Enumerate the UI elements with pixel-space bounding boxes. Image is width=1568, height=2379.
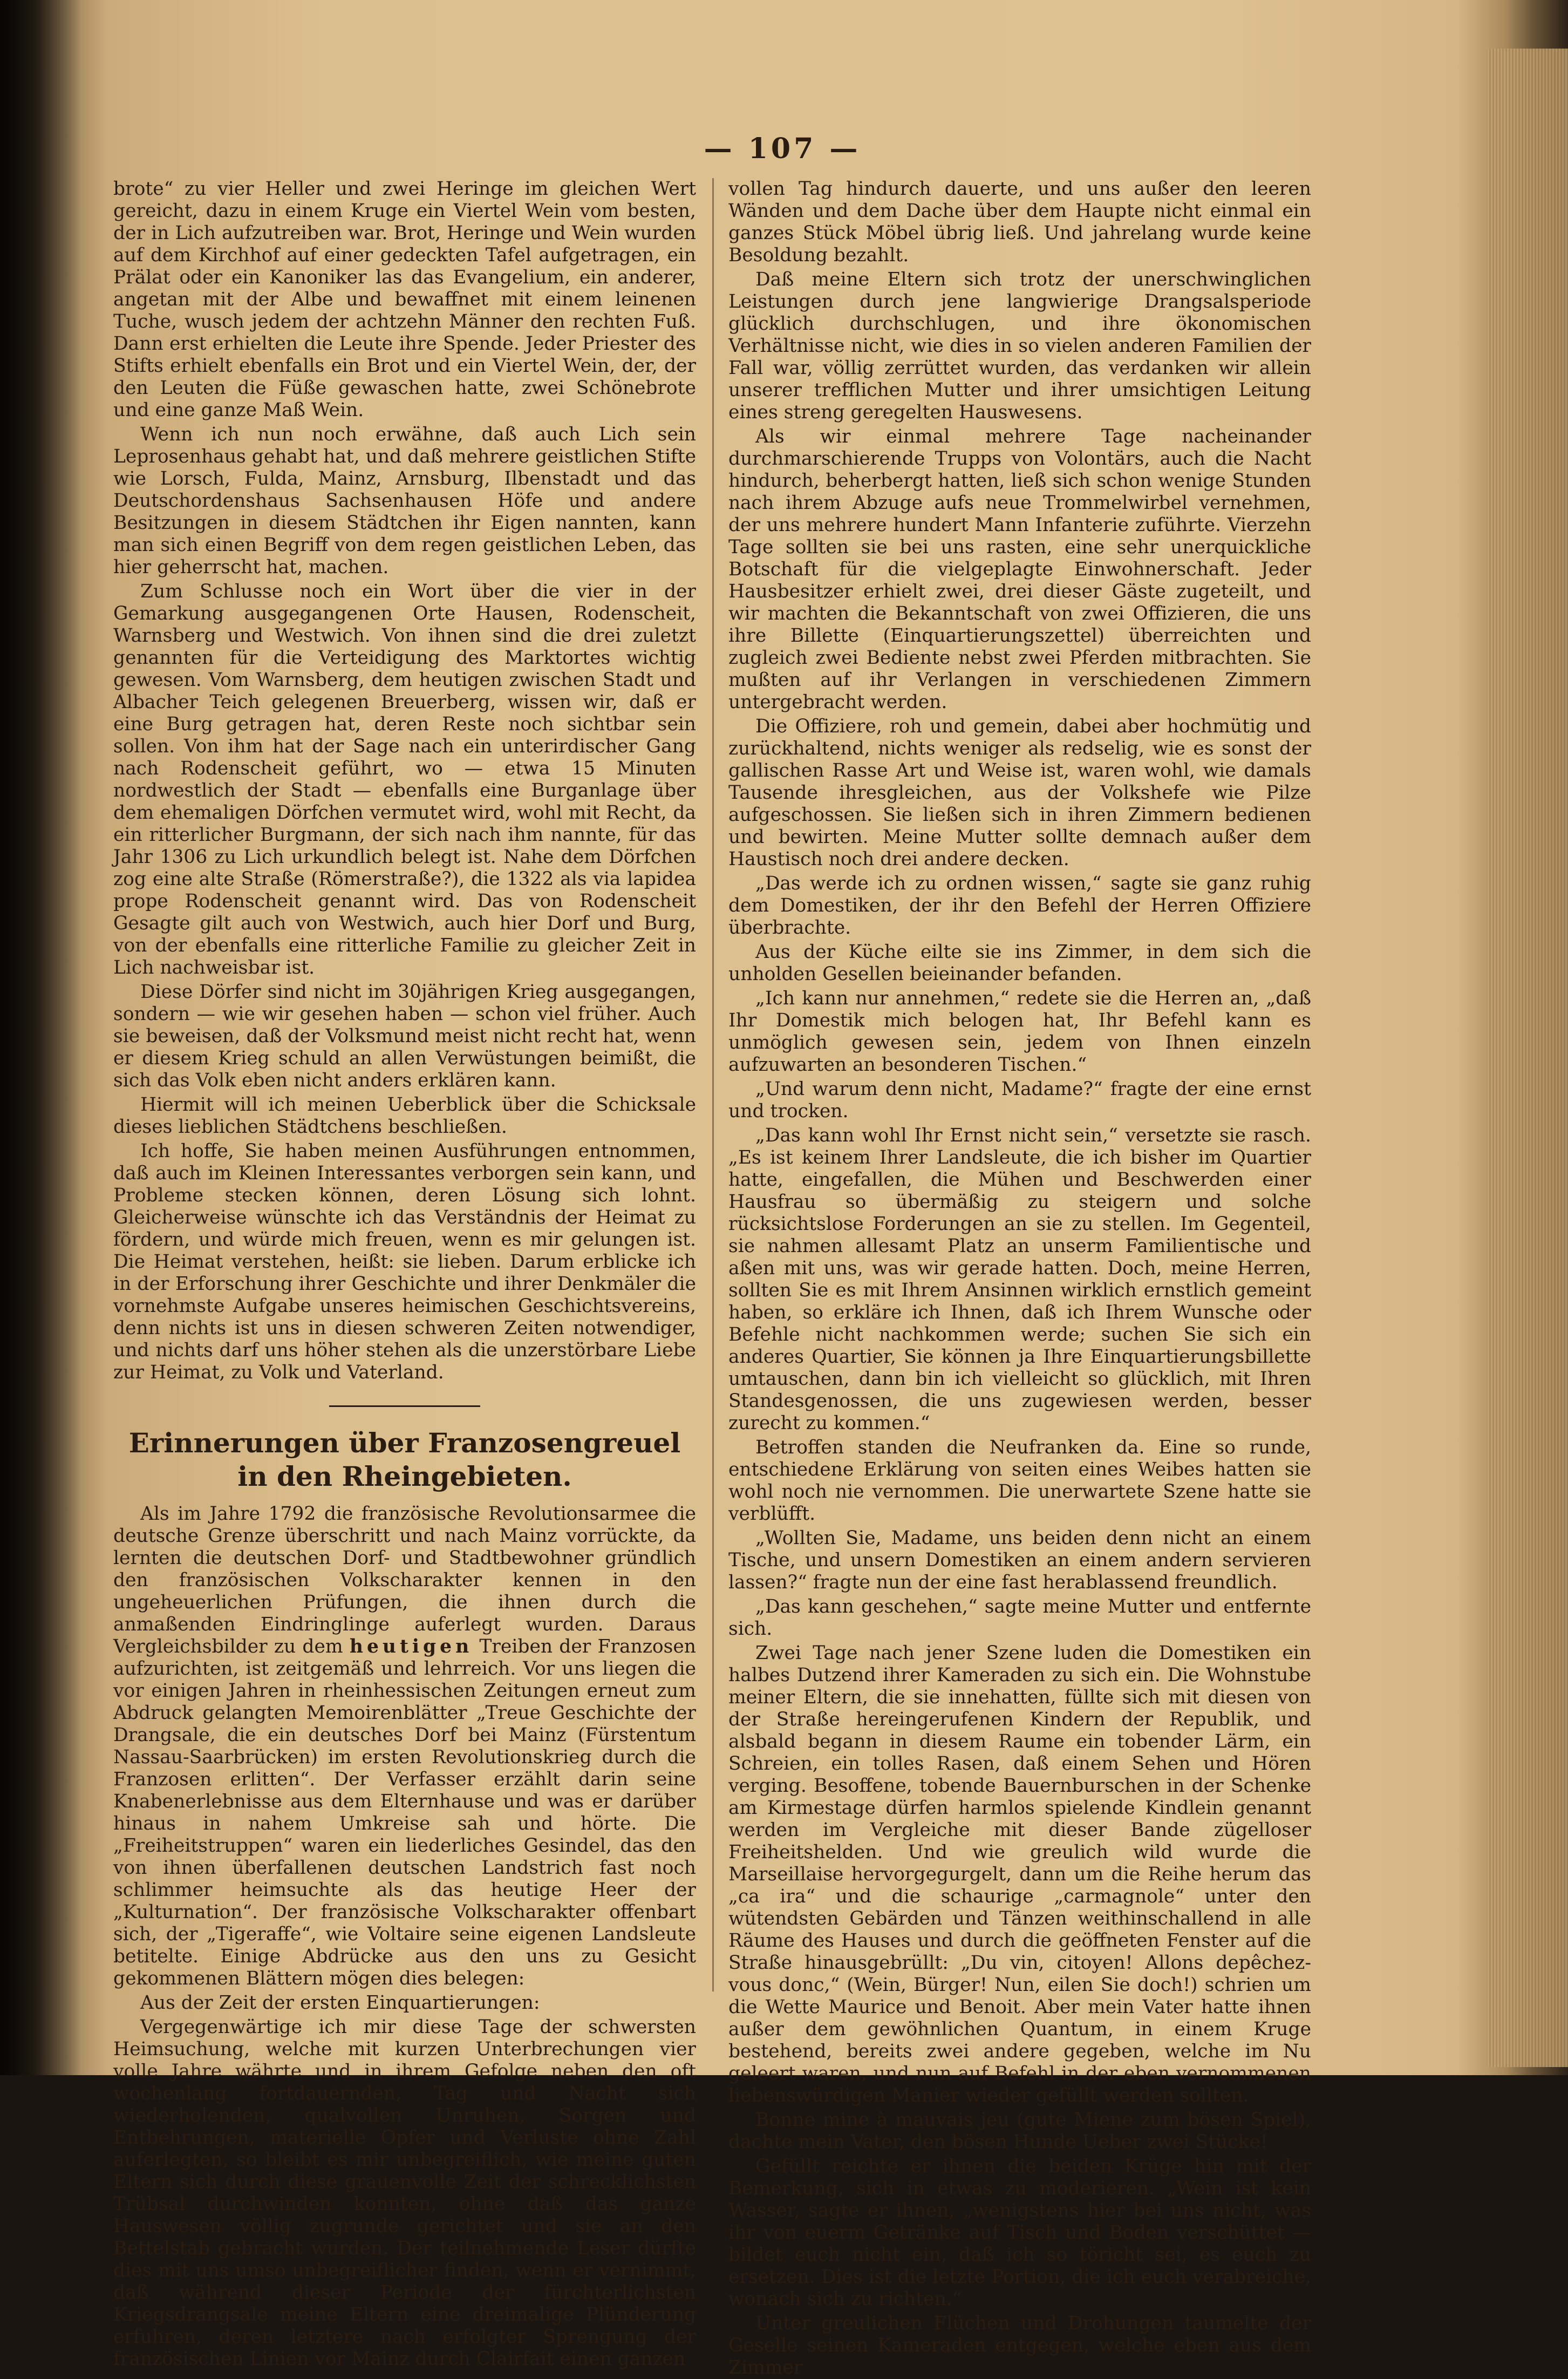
paragraph: „Und warum denn nicht, Madame?“ fragte der eine ernst und trocken. xyxy=(728,1078,1311,1122)
article-text: Als im Jahre 1792 die französische Revolutionsarmee die deutsche Grenze überschritt und nach Mainz vorrückte, da lernten die deutschen Dorf- und Stadtbewohner gründlich den französischen Volkscharakter kennen in den ungeheuerlichen Prüfungen, die ihnen durch die anmaßenden Eindringlinge auferlegt wurden. Daraus Vergleichsbilder zu dem xyxy=(113,1503,696,1657)
paragraph: „Ich kann nur annehmen,“ redete sie die Herren an, „daß Ihr Domestik mich belogen hat, Ihr Befehl kann es unmöglich gewesen sein, jedem von Ihnen einzeln aufzuwarten an besonderen Tischen.“ xyxy=(728,988,1311,1076)
article-subheading: Aus der Zeit der ersten Einquartierungen: xyxy=(140,1992,540,2014)
book-page xyxy=(81,81,1505,2378)
article-paragraph: Vergegenwärtige ich mir diese Tage der schwersten Heimsuchung, welche mit kurzen Unterbrechungen vier volle Jahre währte und in ihrem Gefolge neben den oft wochenlang fortdauernden, Tag und Nacht sich wiederholenden, qualvollen Unruhen, Sorgen und Entbehrungen, materielle Opfer und Verluste ohne Zahl auferlegten, so bleibt es mir unbegreiflich, wie meine guten Eltern sich durch diese grauenvolle Zeit der schrecklichsten Trübsal durchwinden konnten, ohne daß das ganze Hauswesen völlig zugrunde gerichtet und sie an den Bettelstab gebracht wurden. Der teilnehmende Leser dürfte dies mit uns umso unbegreiflicher finden, wenn er vernimmt, daß während dieser Periode der fürchterlichsten Kriegsdrangsale meine Eltern eine dreimalige Plünderung erfuhren, deren letztere nach erfolgter Sprengung der französischen Linien vor Mainz durch Clairfait einen ganzen xyxy=(113,2016,696,2370)
page-number: — 107 — xyxy=(704,132,861,165)
paragraph: Gefüllt reichte er ihnen die beiden Krüge hin mit der Bemerkung, sich in etwas zu moderieren. „Wein ist kein Wasser, sagte er ihnen, „wenigstens hier bei uns nicht, was ihr von euerm Getränke auf Tisch und Boden verschüttet — bildet euch nicht ein, daß ich so töricht sei, es euch zu ersetzen. Dies ist die letzte Portion, die ich euch verabreiche, wonach sich zu richten.“ xyxy=(728,2156,1311,2310)
article-text: Treiben der Franzosen aufzurichten, ist zeitgemäß und lehrreich. Vor uns liegen die vor einigen Jahren in rheinhessischen Zeitungen erneut zum Abdruck gelangten Memoirenblätter „Treue Geschichte der Drangsale, die ein deutsches Dorf bei Mainz (Fürstentum Nassau-Saarbrücken) im ersten Revolutionskrieg durch die Franzosen erlitten“. Der Verfasser erzählt darin seine Knabenerlebnisse aus dem Elternhause und was er darüber hinaus in nahem Umkreise sah und hörte. Die „Freiheitstruppen“ waren ein liederliches Gesindel, das den von ihnen überfallenen deutschen Landstrich fast noch schlimmer heimsuchte als das heutige Heer der „Kulturnation“. Der französische Volkscharakter offenbart sich, der „Tigeraffe“, wie Voltaire seine eigenen Landsleute betitelte. Einige Abdrücke aus den uns zu Gesicht gekommenen Blättern mögen dies belegen: xyxy=(113,1636,697,1989)
paragraph: Unter greulichen Flüchen und Drohungen taumelte der Geselle seinen Kameraden entgegen, welche eben aus dem Zimmer xyxy=(728,2313,1311,2378)
left-column xyxy=(113,178,697,2370)
right-column xyxy=(728,178,1311,2378)
section-divider xyxy=(329,1405,480,1407)
paragraph: brote“ zu vier Heller und zwei Heringe im gleichen Wert gereicht, dazu in einem Kruge ein Viertel Wein vom besten, der in Lich aufzutreiben war. Brot, Heringe und Wein wurden auf dem Kirchhof auf einer gedeckten Tafel aufgetragen, ein Prälat oder ein Kanoniker las das Evangelium, ein anderer, angetan mit der Albe und bewaffnet mit einem leinenen Tuche, wusch jedem der achtzehn Männer den rechten Fuß. Dann erst erhielten die Leute ihre Spende. Jeder Priester des Stifts erhielt ebenfalls ein Brot und ein Viertel Wein, der, der den Leuten die Füße gewaschen hatte, zwei Schönebrote und eine ganze Maß Wein. xyxy=(113,178,696,421)
paragraph: Zum Schlusse noch ein Wort über die vier in der Gemarkung ausgegangenen Orte Hausen, Rodenscheit, Warnsberg und Westwich. Von ihnen sind die drei zuletzt genannten für die Verteidigung des Marktortes wichtig gewesen. Vom Warnsberg, dem heutigen zwischen Stadt und Albacher Teich gelegenen Breuerberg, wissen wir, daß er eine Burg getragen hat, deren Reste noch sichtbar sein sollen. Von ihm hat der Sage nach ein unterirdischer Gang nach Rodenscheit geführt, wo — etwa 15 Minuten nordwestlich der Stadt — ebenfalls eine Burganlage über dem ehemaligen Dörfchen vermutet wird, wohl mit Recht, da ein ritterlicher Burgmann, der sich nach ihm nannte, für das Jahr 1306 zu Lich urkundlich belegt ist. Nahe dem Dörfchen zog eine alte Straße (Römerstraße?), die 1322 als via lapidea prope Rodenscheit genannt wird. Das von Rodenscheit Gesagte gilt auch von Westwich, auch hier Dorf und Burg, von der ebenfalls eine ritterliche Familie zu gleicher Zeit in Lich nachweisbar ist. xyxy=(113,581,696,978)
paragraph: „Das kann geschehen,“ sagte meine Mutter und entfernte sich. xyxy=(728,1596,1311,1640)
paragraph: „Das werde ich zu ordnen wissen,“ sagte sie ganz ruhig dem Domestiken, der ihr den Befehl der Herren Offiziere überbrachte. xyxy=(728,873,1311,939)
paragraph: Betroffen standen die Neufranken da. Eine so runde, entschiedene Erklärung von seiten eines Weibes hatten sie wohl noch nie vernommen. Die unerwartete Szene hatte sie verblüfft. xyxy=(728,1437,1311,1525)
column-rule xyxy=(712,178,714,1991)
paragraph: Bonne mine à mauvais jeu (gute Miene zum bösen Spiel), dachte mein Vater, den bösen Hunde Ueber zwei Stücke! xyxy=(728,2109,1311,2153)
paragraph: vollen Tag hindurch dauerte, und uns außer den leeren Wänden und dem Dache über dem Haupte nicht einmal ein ganzes Stück Möbel übrig ließ. Und jahrelang wurde keine Besoldung bezahlt. xyxy=(728,178,1311,266)
paragraph: Aus der Küche eilte sie ins Zimmer, in dem sich die unholden Gesellen beieinander befanden. xyxy=(728,941,1311,985)
paragraph: Die Offiziere, roh und gemein, dabei aber hochmütig und zurückhaltend, nichts weniger als redselig, wie es sonst der gallischen Rasse Art und Weise ist, waren wohl, wie damals Tausende ihresgleichen, aus der Volkshefe wie Pilze aufgeschossen. Sie ließen sich in ihren Zimmern bedienen und bewirten. Meine Mutter sollte demnach außer dem Haustisch noch drei andere decken. xyxy=(728,716,1311,870)
paragraph: „Wollten Sie, Madame, uns beiden denn nicht an einem Tische, und unsern Domestiken an einem andern servieren lassen?“ fragte nun der eine fast herablassend freundlich. xyxy=(728,1527,1311,1593)
paragraph: Als wir einmal mehrere Tage nacheinander durchmarschierende Trupps von Volontärs, auch die Nacht hindurch, beherbergt hatten, ließ sich schon wenige Stunden nach ihrem Abzuge aufs neue Trommelwirbel vernehmen, der uns mehrere hundert Mann Infanterie zuführte. Vierzehn Tage sollten sie bei uns rasten, eine sehr unerquickliche Botschaft für die vielgeplagte Einwohnerschaft. Jeder Hausbesitzer erhielt zwei, drei dieser Gäste zugeteilt, und wir machten die Bekanntschaft von zwei Offizieren, die uns ihre Billette (Einquartierungszettel) überreichten und zugleich zwei Bediente nebst zwei Pferden mitbrachten. Sie mußten auf ihr Verlangen in verschiedenen Zimmern untergebracht werden. xyxy=(728,426,1311,713)
paragraph: Wenn ich nun noch erwähne, daß auch Lich sein Leprosenhaus gehabt hat, und daß mehrere geistlichen Stifte wie Lorsch, Fulda, Mainz, Arnsburg, Ilbenstadt und das Deutschordenshaus Sachsenhausen Höfe und andere Besitzungen in diesem Städtchen ihr Eigen nannten, kann man sich einen Begriff von dem regen geistlichen Leben, das hier geherrscht hat, machen. xyxy=(113,424,696,578)
paragraph: Daß meine Eltern sich trotz der unerschwinglichen Leistungen durch jene langwierige Drangsalsperiode glücklich durchschlugen, und ihre ökonomischen Verhältnisse nicht, wie dies in so vielen anderen Familien der Fall war, völlig zerrüttet wurden, das verdanken wir allein unserer trefflichen Mutter und ihrer umsichtigen Leitung eines streng geregelten Hauswesens. xyxy=(728,269,1311,423)
paragraph: Zwei Tage nach jener Szene luden die Domestiken ein halbes Dutzend ihrer Kameraden zu sich ein. Die Wohnstube meiner Eltern, die sie innehatten, füllte sich mit diesen von der Straße hereingerufenen Kindern der Republik, und alsbald begann in diesem Raume ein tobender Lärm, ein Schreien, ein tolles Rasen, daß einem Sehen und Hören verging. Besoffene, tobende Bauernburschen in der Schenke am Kirmestage dürfen harmlos spielende Kindlein genannt werden im Vergleiche mit dieser Bande zügelloser Freiheitshelden. Und wie greulich wild wurde die Marseillaise hervorgegurgelt, dann um die Reihe herum das „ca ira“ und die schaurige „carmagnole“ unter den wütendsten Gebärden und Tänzen weithinschallend in alle Räume des Hauses und durch die geöffneten Fenster auf die Straße hinausgebrüllt: „Du vin, citoyen! Allons depêchez-vous donc,“ (Wein, Bürger! Nun, eilen Sie doch!) schrien um die Wette Maurice und Benoit. Aber mein Vater hatte ihnen außer dem gewöhnlichen Quantum, in einem Kruge bestehend, bereits zwei andere gegeben, welche im Nu geleert waren, und nun auf Befehl in der eben vernommenen liebenswürdigen Manier wieder gefüllt werden sollten. xyxy=(728,1642,1311,2106)
article-paragraph xyxy=(113,1503,696,1990)
paragraph: Hiermit will ich meinen Ueberblick über die Schicksale dieses lieblichen Städtchens beschließen. xyxy=(113,1094,696,1138)
emphasized-word: heutigen xyxy=(349,1636,473,1657)
paragraph: Diese Dörfer sind nicht im 30jährigen Krieg ausgegangen, sondern — wie wir gesehen haben — schon viel früher. Auch sie beweisen, daß der Volksmund meist nicht recht hat, wenn er diesem Krieg schuld an allen Verwüstungen beimißt, die sich das Volk eben nicht anders erklären kann. xyxy=(113,981,696,1091)
article-heading: Erinnerungen über Franzosengreuel in den Rheingebieten. xyxy=(128,1427,681,1492)
paragraph: „Das kann wohl Ihr Ernst nicht sein,“ versetzte sie rasch. „Es ist keinem Ihrer Landsleute, die ich bisher im Quartier hatte, eingefallen, die Mühen und Beschwerden einer Hausfrau so übermäßig zu steigern und solche rücksichtslose Forderungen an sie zu stellen. Im Gegenteil, sie nahmen allesamt Platz an unserm Familientische und aßen mit uns, was wir gerade hatten. Doch, meine Herren, sollten Sie es mit Ihrem Ansinnen wirklich ernstlich gemeint haben, so erkläre ich Ihnen, daß ich Ihrem Wunsche oder Befehle nicht nachkommen werde; suchen Sie sich ein anderes Quartier, Sie können ja Ihre Einquartierungsbillette umtauschen, dann bin ich vielleicht so glücklich, mit Ihren Standesgenossen, die uns zugewiesen werden, besser zurecht zu kommen.“ xyxy=(728,1125,1311,1434)
paragraph: Ich hoffe, Sie haben meinen Ausführungen entnommen, daß auch im Kleinen Interessantes verborgen sein kann, und Probleme stecken können, deren Lösung sich lohnt. Gleicherweise wünschte ich das Verständnis der Heimat zu fördern, und würde mich freuen, wenn es mir gelungen ist. Die Heimat verstehen, heißt: sie lieben. Darum erblicke ich in der Erforschung ihrer Geschichte und ihrer Denkmäler die vornehmste Aufgabe unseres heimischen Geschichtsvereins, denn nichts ist uns in diesen schweren Zeiten notwendiger, und nichts darf uns höher stehen als die unzerstörbare Liebe zur Heimat, zu Volk und Vaterland. xyxy=(113,1140,696,1383)
